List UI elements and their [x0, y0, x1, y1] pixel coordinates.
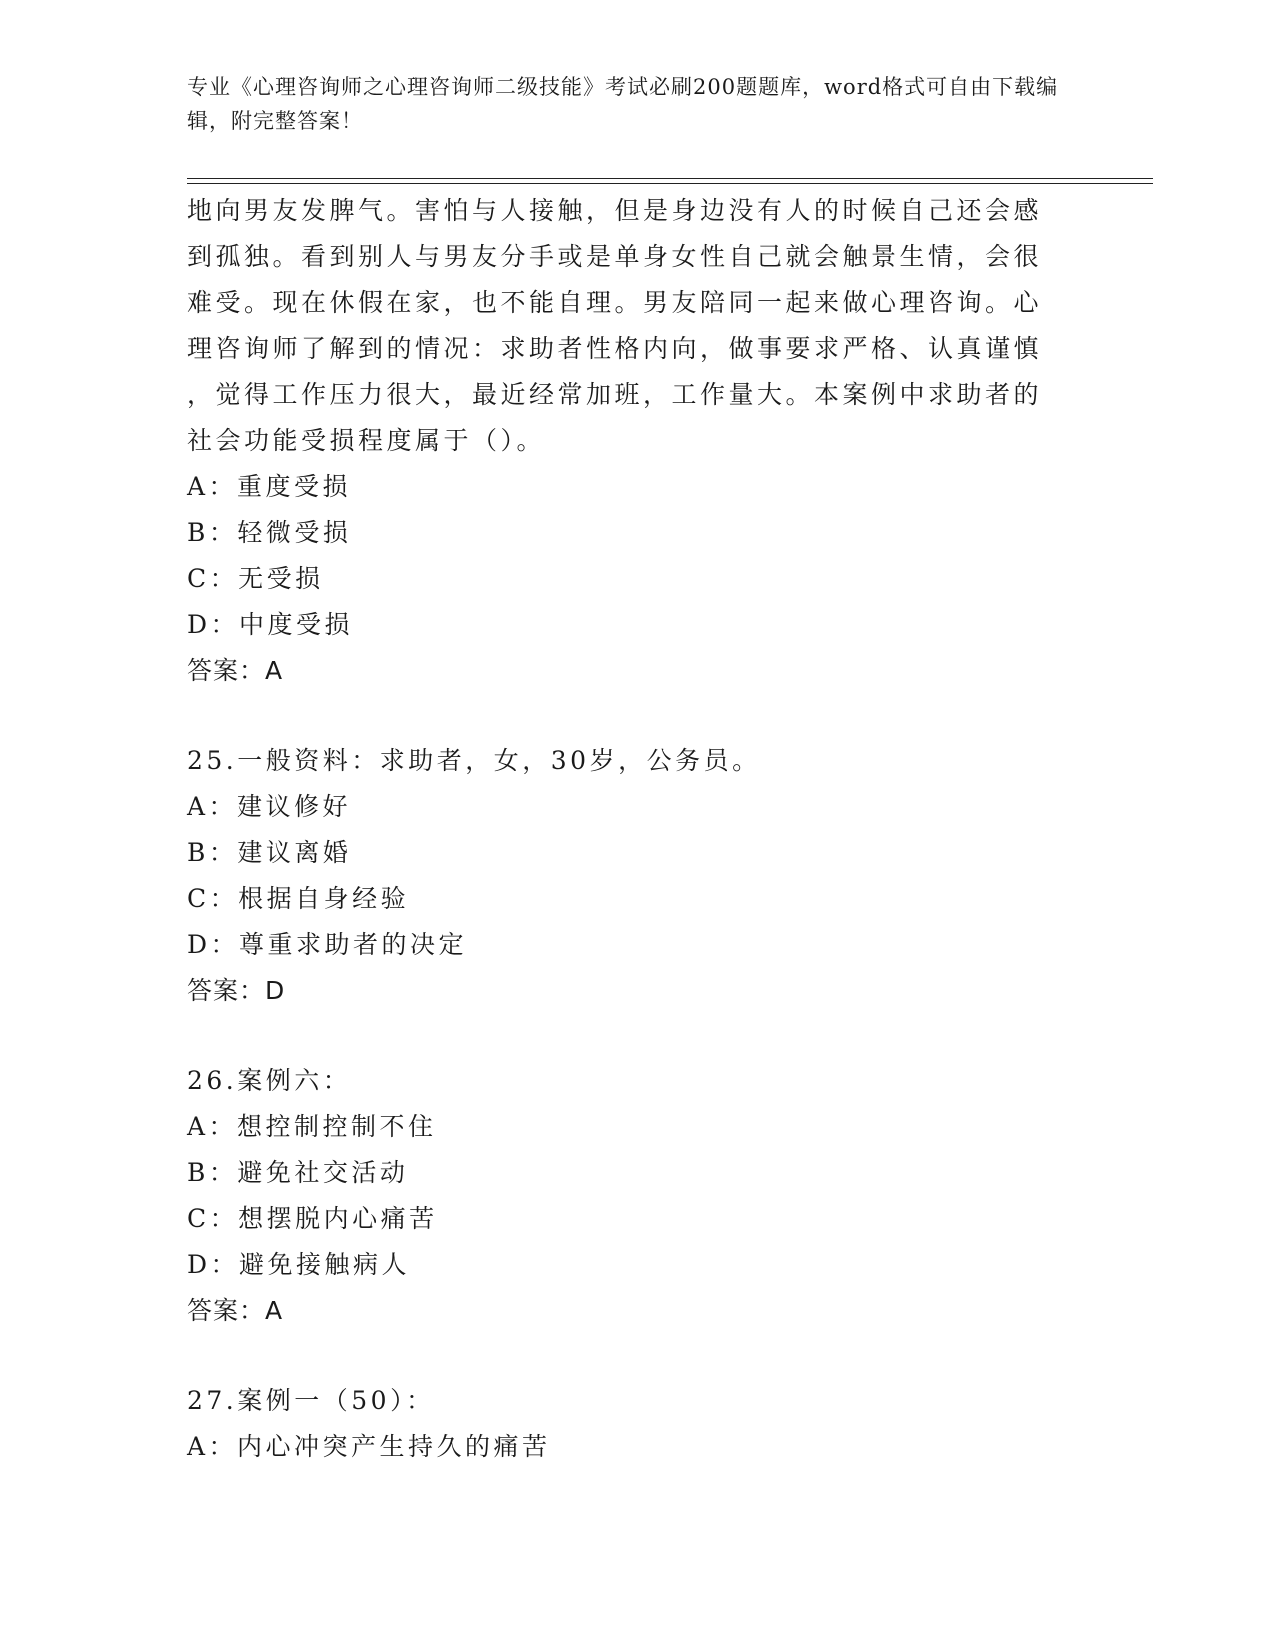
- answer-label: 答案：A: [187, 1296, 284, 1325]
- option-d: D：尊重求助者的决定: [187, 930, 468, 959]
- question-26: [187, 1058, 1067, 1334]
- option-a: A：建议修好: [187, 792, 352, 821]
- answer-label: 答案：D: [187, 976, 286, 1005]
- question-stem: 27.案例一（50）：: [187, 1386, 435, 1415]
- question-stem: 25.一般资料：求助者，女，30岁，公务员。: [187, 746, 761, 775]
- option-d: D：避免接触病人: [187, 1250, 411, 1279]
- question-27: [187, 1378, 1067, 1470]
- question-stem: 26.案例六：: [187, 1066, 352, 1095]
- header-divider-top: [187, 178, 1153, 179]
- question-stem-line: 理咨询师了解到的情况：求助者性格内向，做事要求严格、认真谨慎: [187, 334, 1043, 363]
- question-stem-line: ，觉得工作压力很大，最近经常加班，工作量大。本案例中求助者的: [187, 380, 1043, 409]
- question-stem-line: 社会功能受损程度属于（）。: [187, 426, 546, 455]
- header-divider-bottom: [187, 183, 1153, 184]
- option-a: A：想控制控制不住: [187, 1112, 437, 1141]
- question-content: [187, 188, 1067, 1470]
- option-b: B：避免社交活动: [187, 1158, 409, 1187]
- question-stem-line: 到孤独。看到别人与男友分手或是单身女性自己就会触景生情，会很: [187, 242, 1043, 271]
- option-a: A：内心冲突产生持久的痛苦: [187, 1432, 551, 1461]
- question-stem-line: 地向男友发脾气。害怕与人接触，但是身边没有人的时候自己还会感: [187, 196, 1043, 225]
- question-stem-line: 难受。现在休假在家，也不能自理。男友陪同一起来做心理咨询。心: [187, 288, 1043, 317]
- option-c: C：根据自身经验: [187, 884, 410, 913]
- option-a: A：重度受损: [187, 472, 352, 501]
- option-c: C：想摆脱内心痛苦: [187, 1204, 438, 1233]
- option-b: B：建议离婚: [187, 838, 352, 867]
- option-c: C：无受损: [187, 564, 324, 593]
- question-24: [187, 188, 1067, 694]
- question-25: [187, 738, 1067, 1014]
- answer-label: 答案：A: [187, 656, 284, 685]
- document-header: 专业《心理咨询师之心理咨询师二级技能》考试必刷200题题库，word格式可自由下载编辑，附完整答案！: [187, 75, 1059, 133]
- option-b: B：轻微受损: [187, 518, 352, 547]
- option-d: D：中度受损: [187, 610, 354, 639]
